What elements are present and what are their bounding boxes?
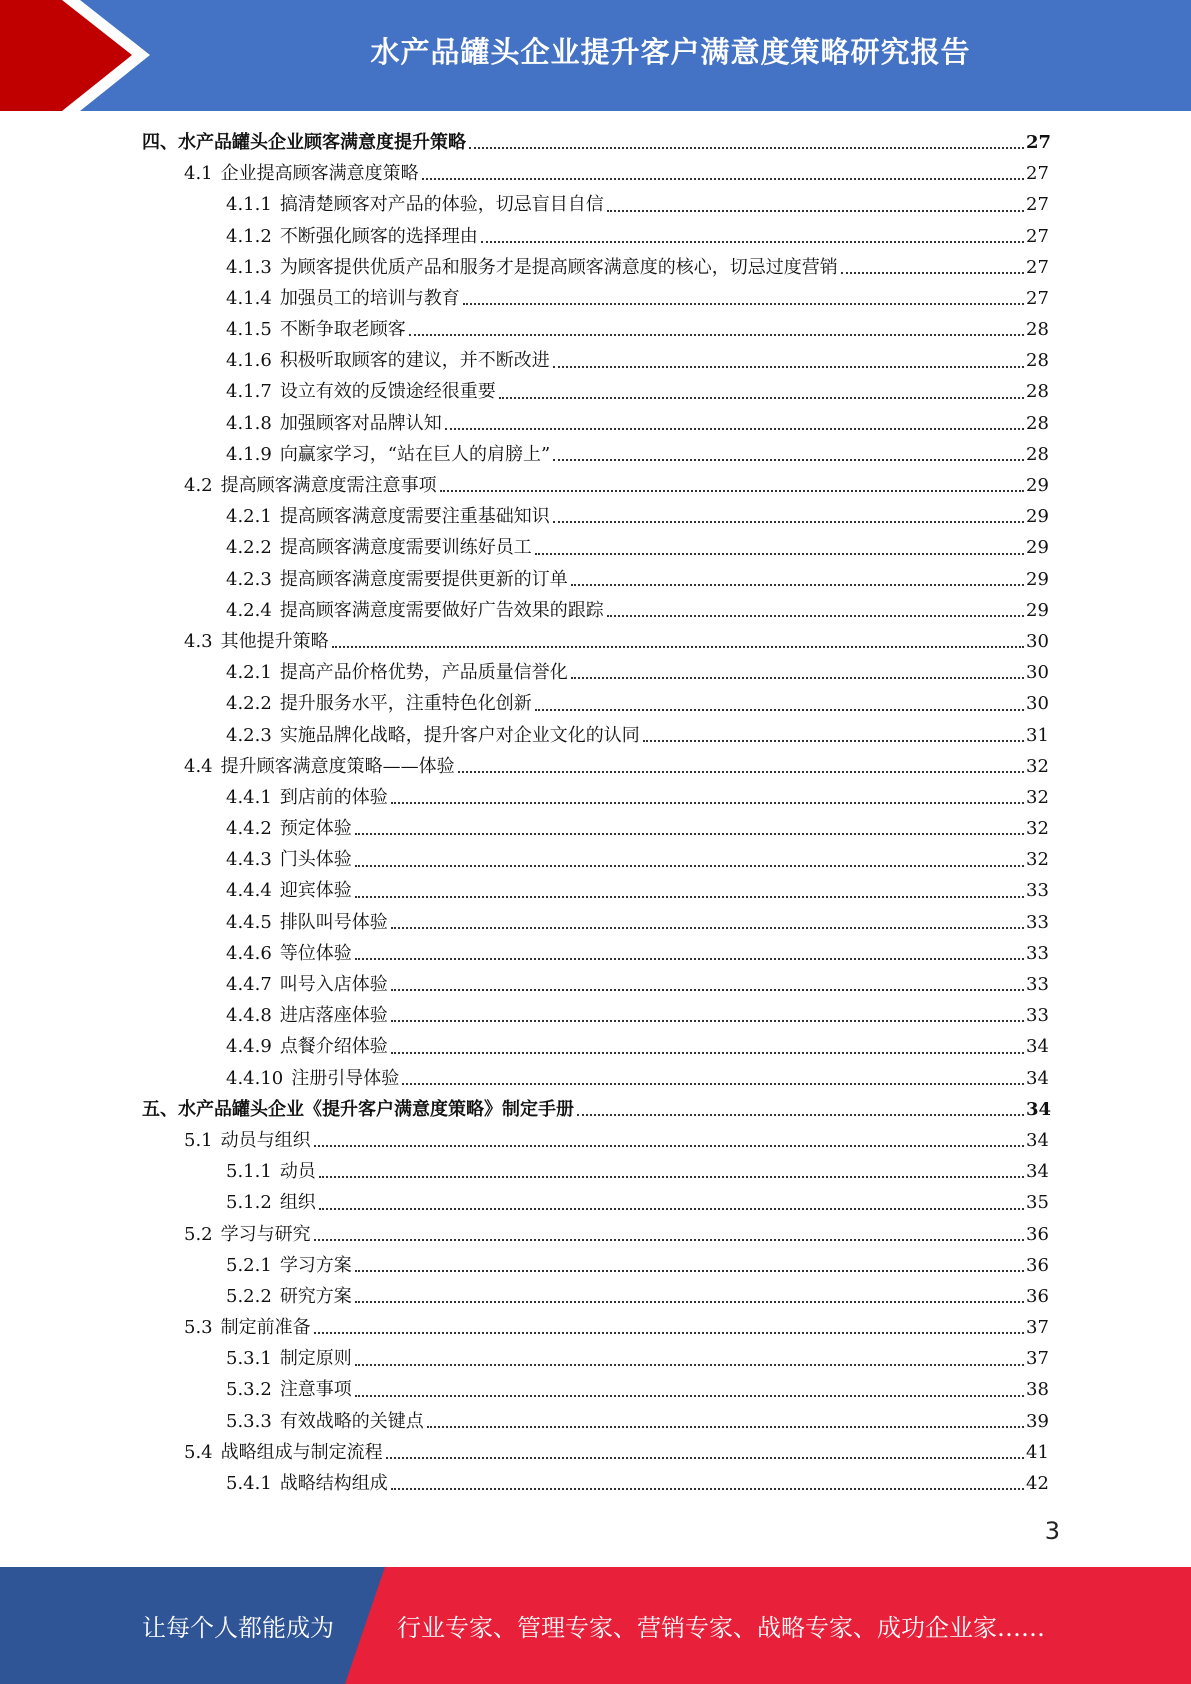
- toc-entry-page: 28: [1026, 381, 1049, 403]
- toc-entry-title: 组织: [279, 1192, 316, 1214]
- toc-entry-title: 排队叫号体验: [279, 911, 388, 933]
- toc-dot-leader: [319, 1176, 1024, 1178]
- toc-entry[interactable]: [142, 657, 1048, 688]
- toc-dot-leader: [391, 1052, 1024, 1054]
- toc-entry-number: 5.2: [184, 1223, 213, 1245]
- toc-dot-leader: [571, 584, 1024, 586]
- toc-entry[interactable]: [142, 189, 1048, 220]
- toc-dot-leader: [571, 677, 1024, 679]
- toc-entry-title: 加强顾客对品牌认知: [279, 412, 442, 434]
- toc-entry-number: 4.4.2: [226, 818, 272, 840]
- toc-entry[interactable]: [142, 1187, 1048, 1218]
- toc-entry-page: 42: [1026, 1473, 1049, 1495]
- toc-entry-page: 27: [1026, 287, 1049, 309]
- footer-slogan-right: 行业专家、管理专家、营销专家、战略专家、成功企业家……: [397, 1614, 1045, 1642]
- toc-entry-title: 提高顾客满意度需注意事项: [220, 475, 437, 497]
- toc-entry[interactable]: [142, 283, 1048, 314]
- toc-entry-page: 27: [1026, 225, 1049, 247]
- toc-entry-title: 提高顾客满意度需要做好广告效果的跟踪: [279, 599, 604, 621]
- toc-entry-number: 4.1.9: [226, 443, 272, 465]
- toc-entry-title: 搞清楚顾客对产品的体验，切忌盲目自信: [279, 194, 604, 216]
- toc-entry-page: 29: [1026, 475, 1049, 497]
- toc-entry-number: 4.4: [184, 755, 213, 777]
- toc-entry-page: 29: [1026, 568, 1049, 590]
- toc-dot-leader: [391, 1488, 1024, 1490]
- toc-entry-title: 有效战略的关键点: [279, 1410, 424, 1432]
- toc-entry-page: 32: [1026, 849, 1049, 871]
- toc-dot-leader: [607, 615, 1024, 617]
- toc-entry[interactable]: [142, 1156, 1048, 1187]
- toc-dot-leader: [355, 865, 1024, 867]
- toc-dot-leader: [355, 833, 1024, 835]
- toc-entry-number: 4.1.2: [226, 225, 272, 247]
- toc-entry[interactable]: [142, 345, 1048, 376]
- toc-entry[interactable]: [142, 844, 1048, 875]
- toc-entry-page: 30: [1026, 630, 1049, 652]
- toc-dot-leader: [355, 958, 1024, 960]
- toc-entry-title: 提高产品价格优势，产品质量信誉化: [279, 662, 568, 684]
- toc-entry-number: 4.4.6: [226, 942, 272, 964]
- footer-slogan-left: 让每个人都能成为: [142, 1614, 334, 1642]
- toc-dot-leader: [355, 1301, 1024, 1303]
- toc-dot-leader: [553, 459, 1024, 461]
- toc-entry-page: 34: [1026, 1161, 1049, 1183]
- toc-entry[interactable]: [142, 1031, 1048, 1062]
- toc-entry-page: 36: [1026, 1223, 1049, 1245]
- toc-entry-title: 不断争取老顾客: [279, 319, 406, 341]
- toc-entry-page: 29: [1026, 506, 1049, 528]
- toc-entry-page: 34: [1026, 1036, 1049, 1058]
- toc-entry-page: 33: [1026, 911, 1049, 933]
- toc-entry-number: 4.2.2: [226, 693, 272, 715]
- toc-entry-number: 4.2: [184, 475, 213, 497]
- toc-entry-page: 33: [1026, 1005, 1049, 1027]
- toc-entry-title: 其他提升策略: [220, 630, 329, 652]
- toc-entry-title: 加强员工的培训与教育: [279, 287, 460, 309]
- toc-entry-page: 34: [1026, 1129, 1049, 1151]
- toc-dot-leader: [577, 1114, 1024, 1116]
- toc-dot-leader: [391, 989, 1024, 991]
- toc-entry[interactable]: [142, 314, 1048, 345]
- toc-dot-leader: [332, 646, 1024, 648]
- toc-entry-number: 4.4.1: [226, 786, 272, 808]
- toc-entry-number: 5.1.2: [226, 1192, 272, 1214]
- toc-entry-title: 等位体验: [279, 942, 352, 964]
- toc-dot-leader: [391, 927, 1024, 929]
- toc-entry-title: 迎宾体验: [279, 880, 352, 902]
- toc-entry-title: 实施品牌化战略，提升客户对企业文化的认同: [279, 724, 640, 746]
- toc-dot-leader: [355, 1395, 1024, 1397]
- toc-entry[interactable]: [142, 439, 1048, 470]
- toc-entry-page: 39: [1026, 1410, 1049, 1432]
- toc-entry[interactable]: [142, 876, 1048, 907]
- toc-entry-page: 30: [1026, 662, 1049, 684]
- toc-entry-number: 5.2.2: [226, 1285, 272, 1307]
- toc-entry-number: 4.2.1: [226, 506, 272, 528]
- table-of-contents: [142, 127, 1052, 1499]
- toc-entry[interactable]: [142, 626, 1048, 657]
- toc-dot-leader: [445, 428, 1024, 430]
- toc-dot-leader: [314, 1332, 1024, 1334]
- toc-dot-leader: [481, 241, 1024, 243]
- toc-entry[interactable]: [142, 938, 1048, 969]
- toc-entry[interactable]: [142, 1219, 1048, 1250]
- toc-entry[interactable]: [142, 1281, 1048, 1312]
- toc-entry-title: 不断强化顾客的选择理由: [279, 225, 478, 247]
- toc-dot-leader: [553, 366, 1024, 368]
- toc-entry-title: 战略组成与制定流程: [220, 1441, 383, 1463]
- toc-dot-leader: [427, 1426, 1024, 1428]
- toc-entry[interactable]: [142, 1406, 1048, 1437]
- toc-entry-title: 研究方案: [279, 1285, 352, 1307]
- toc-dot-leader: [463, 303, 1024, 305]
- toc-entry[interactable]: [142, 377, 1048, 408]
- toc-entry-title: 提升顾客满意度策略——体验: [220, 755, 455, 777]
- toc-entry-title: 学习与研究: [220, 1223, 311, 1245]
- document-title: 水产品罐头企业提升客户满意度策略研究报告: [370, 34, 971, 69]
- toc-entry-number: 4.1.5: [226, 319, 272, 341]
- toc-entry-page: 28: [1026, 350, 1049, 372]
- toc-entry[interactable]: [142, 1375, 1048, 1406]
- toc-entry-page: 27: [1026, 256, 1049, 278]
- toc-entry-page: 30: [1026, 693, 1049, 715]
- toc-entry-title: 设立有效的反馈途经很重要: [279, 381, 496, 403]
- toc-entry-number: 4.4.7: [226, 974, 272, 996]
- toc-entry-title: 动员与组织: [220, 1129, 311, 1151]
- toc-dot-leader: [499, 397, 1024, 399]
- toc-entry-number: 4.1.1: [226, 194, 272, 216]
- toc-entry-number: 5.1.1: [226, 1161, 272, 1183]
- toc-entry[interactable]: [142, 969, 1048, 1000]
- toc-entry-title: 提升服务水平，注重特色化创新: [279, 693, 532, 715]
- toc-dot-leader: [355, 896, 1024, 898]
- toc-entry[interactable]: [142, 1468, 1048, 1499]
- toc-dot-leader: [314, 1145, 1024, 1147]
- toc-entry-title: 制定前准备: [220, 1317, 311, 1339]
- toc-entry-page: 31: [1026, 724, 1049, 746]
- toc-entry-number: 5.3: [184, 1317, 213, 1339]
- toc-entry-page: 33: [1026, 974, 1049, 996]
- toc-entry-title: 五、水产品罐头企业《提升客户满意度策略》制定手册: [142, 1098, 574, 1120]
- toc-dot-leader: [422, 178, 1024, 180]
- toc-entry[interactable]: [142, 1000, 1048, 1031]
- toc-entry-page: 32: [1026, 786, 1049, 808]
- toc-entry[interactable]: [142, 782, 1048, 813]
- toc-entry-number: 4.1.8: [226, 412, 272, 434]
- toc-entry-number: 5.3.3: [226, 1410, 272, 1432]
- toc-entry-page: 33: [1026, 942, 1049, 964]
- toc-entry-page: 29: [1026, 599, 1049, 621]
- toc-entry-number: 4.4.3: [226, 849, 272, 871]
- toc-dot-leader: [355, 1364, 1024, 1366]
- toc-entry[interactable]: [142, 1125, 1048, 1156]
- page-number: 3: [1044, 1517, 1060, 1545]
- toc-entry-page: 36: [1026, 1254, 1049, 1276]
- toc-entry-page: 32: [1026, 755, 1049, 777]
- toc-entry[interactable]: [142, 564, 1048, 595]
- toc-entry-number: 4.1: [184, 163, 213, 185]
- toc-entry-number: 4.4.8: [226, 1005, 272, 1027]
- toc-entry-number: 4.2.1: [226, 662, 272, 684]
- toc-entry-number: 5.3.1: [226, 1348, 272, 1370]
- toc-entry-title: 提高顾客满意度需要训练好员工: [279, 537, 532, 559]
- toc-entry-title: 制定原则: [279, 1348, 352, 1370]
- toc-entry[interactable]: [142, 1312, 1048, 1343]
- toc-dot-leader: [440, 490, 1024, 492]
- toc-entry-title: 四、水产品罐头企业顾客满意度提升策略: [142, 131, 466, 153]
- toc-dot-leader: [535, 709, 1024, 711]
- toc-dot-leader: [469, 147, 1024, 149]
- toc-dot-leader: [458, 771, 1024, 773]
- toc-entry-number: 4.1.4: [226, 287, 272, 309]
- toc-entry-page: 28: [1026, 443, 1049, 465]
- toc-entry-number: 4.1.6: [226, 350, 272, 372]
- toc-entry-page: 27: [1026, 194, 1049, 216]
- toc-entry-title: 进店落座体验: [279, 1005, 388, 1027]
- toc-entry[interactable]: [142, 408, 1048, 439]
- toc-entry-title: 注册引导体验: [291, 1067, 400, 1089]
- toc-entry-number: 4.4.10: [226, 1067, 284, 1089]
- toc-entry[interactable]: [142, 907, 1048, 938]
- toc-dot-leader: [643, 740, 1024, 742]
- toc-entry-number: 4.4.9: [226, 1036, 272, 1058]
- toc-entry-number: 5.4.1: [226, 1473, 272, 1495]
- toc-entry-page: 34: [1026, 1067, 1049, 1089]
- toc-entry[interactable]: [142, 501, 1048, 532]
- toc-dot-leader: [314, 1239, 1024, 1241]
- toc-entry-number: 4.3: [184, 630, 213, 652]
- toc-entry-title: 门头体验: [279, 849, 352, 871]
- toc-entry-title: 到店前的体验: [279, 786, 388, 808]
- toc-entry-title: 为顾客提供优质产品和服务才是提高顾客满意度的核心，切忌过度营销: [279, 256, 838, 278]
- toc-entry-page: 28: [1026, 319, 1049, 341]
- toc-dot-leader: [402, 1083, 1024, 1085]
- toc-entry-number: 5.3.2: [226, 1379, 272, 1401]
- toc-entry-title: 企业提高顾客满意度策略: [220, 163, 419, 185]
- toc-dot-leader: [386, 1457, 1024, 1459]
- page-footer: [0, 1567, 1191, 1684]
- toc-entry-page: 37: [1026, 1348, 1049, 1370]
- toc-dot-leader: [841, 272, 1024, 274]
- toc-entry-title: 学习方案: [279, 1254, 352, 1276]
- toc-entry[interactable]: [142, 720, 1048, 751]
- toc-entry-page: 27: [1026, 163, 1049, 185]
- toc-entry-title: 提高顾客满意度需要注重基础知识: [279, 506, 550, 528]
- toc-entry-number: 4.2.3: [226, 724, 272, 746]
- toc-entry-page: 38: [1026, 1379, 1049, 1401]
- toc-entry[interactable]: [142, 813, 1048, 844]
- toc-entry-title: 提高顾客满意度需要提供更新的订单: [279, 568, 568, 590]
- toc-entry-number: 4.2.3: [226, 568, 272, 590]
- toc-entry[interactable]: [142, 127, 1052, 158]
- toc-entry-title: 动员: [279, 1161, 316, 1183]
- toc-entry-number: 5.1: [184, 1129, 213, 1151]
- toc-entry-page: 33: [1026, 880, 1049, 902]
- toc-dot-leader: [553, 521, 1024, 523]
- toc-entry-number: 5.4: [184, 1441, 213, 1463]
- toc-dot-leader: [607, 210, 1024, 212]
- toc-entry-number: 4.4.4: [226, 880, 272, 902]
- toc-entry[interactable]: [142, 532, 1048, 563]
- toc-entry-page: 32: [1026, 818, 1049, 840]
- toc-entry[interactable]: [142, 595, 1048, 626]
- toc-entry-title: 点餐介绍体验: [279, 1036, 388, 1058]
- toc-entry-page: 28: [1026, 412, 1049, 434]
- toc-entry[interactable]: [142, 1094, 1052, 1125]
- toc-entry-title: 叫号入店体验: [279, 974, 388, 996]
- toc-entry-number: 4.1.7: [226, 381, 272, 403]
- toc-entry[interactable]: [142, 1437, 1048, 1468]
- toc-entry-number: 4.1.3: [226, 256, 272, 278]
- toc-entry[interactable]: [142, 1063, 1048, 1094]
- toc-entry-page: 36: [1026, 1285, 1049, 1307]
- toc-entry-page: 37: [1026, 1317, 1049, 1339]
- toc-entry[interactable]: [142, 252, 1048, 283]
- toc-entry-page: 27: [1026, 131, 1052, 153]
- toc-entry[interactable]: [142, 1343, 1048, 1374]
- toc-entry[interactable]: [142, 1250, 1048, 1281]
- toc-entry-title: 注意事项: [279, 1379, 352, 1401]
- toc-entry-number: 4.4.5: [226, 911, 272, 933]
- toc-entry-page: 35: [1026, 1192, 1049, 1214]
- toc-entry-title: 积极听取顾客的建议，并不断改进: [279, 350, 550, 372]
- toc-dot-leader: [535, 553, 1024, 555]
- toc-entry-number: 4.2.4: [226, 599, 272, 621]
- toc-entry-page: 41: [1026, 1441, 1049, 1463]
- toc-entry-title: 战略结构组成: [279, 1473, 388, 1495]
- toc-entry[interactable]: [142, 751, 1048, 782]
- toc-dot-leader: [391, 802, 1024, 804]
- page-header: [0, 0, 1191, 111]
- toc-entry[interactable]: [142, 221, 1048, 252]
- toc-entry[interactable]: [142, 470, 1048, 501]
- toc-dot-leader: [319, 1208, 1024, 1210]
- toc-entry-page: 29: [1026, 537, 1049, 559]
- toc-entry-title: 向赢家学习，“站在巨人的肩膀上”: [279, 443, 551, 465]
- toc-entry-page: 34: [1026, 1098, 1052, 1120]
- toc-entry[interactable]: [142, 688, 1048, 719]
- toc-entry-number: 4.2.2: [226, 537, 272, 559]
- toc-entry-number: 5.2.1: [226, 1254, 272, 1276]
- toc-dot-leader: [409, 334, 1024, 336]
- toc-entry[interactable]: [142, 158, 1048, 189]
- toc-dot-leader: [391, 1020, 1024, 1022]
- toc-entry-title: 预定体验: [279, 818, 352, 840]
- toc-dot-leader: [355, 1270, 1024, 1272]
